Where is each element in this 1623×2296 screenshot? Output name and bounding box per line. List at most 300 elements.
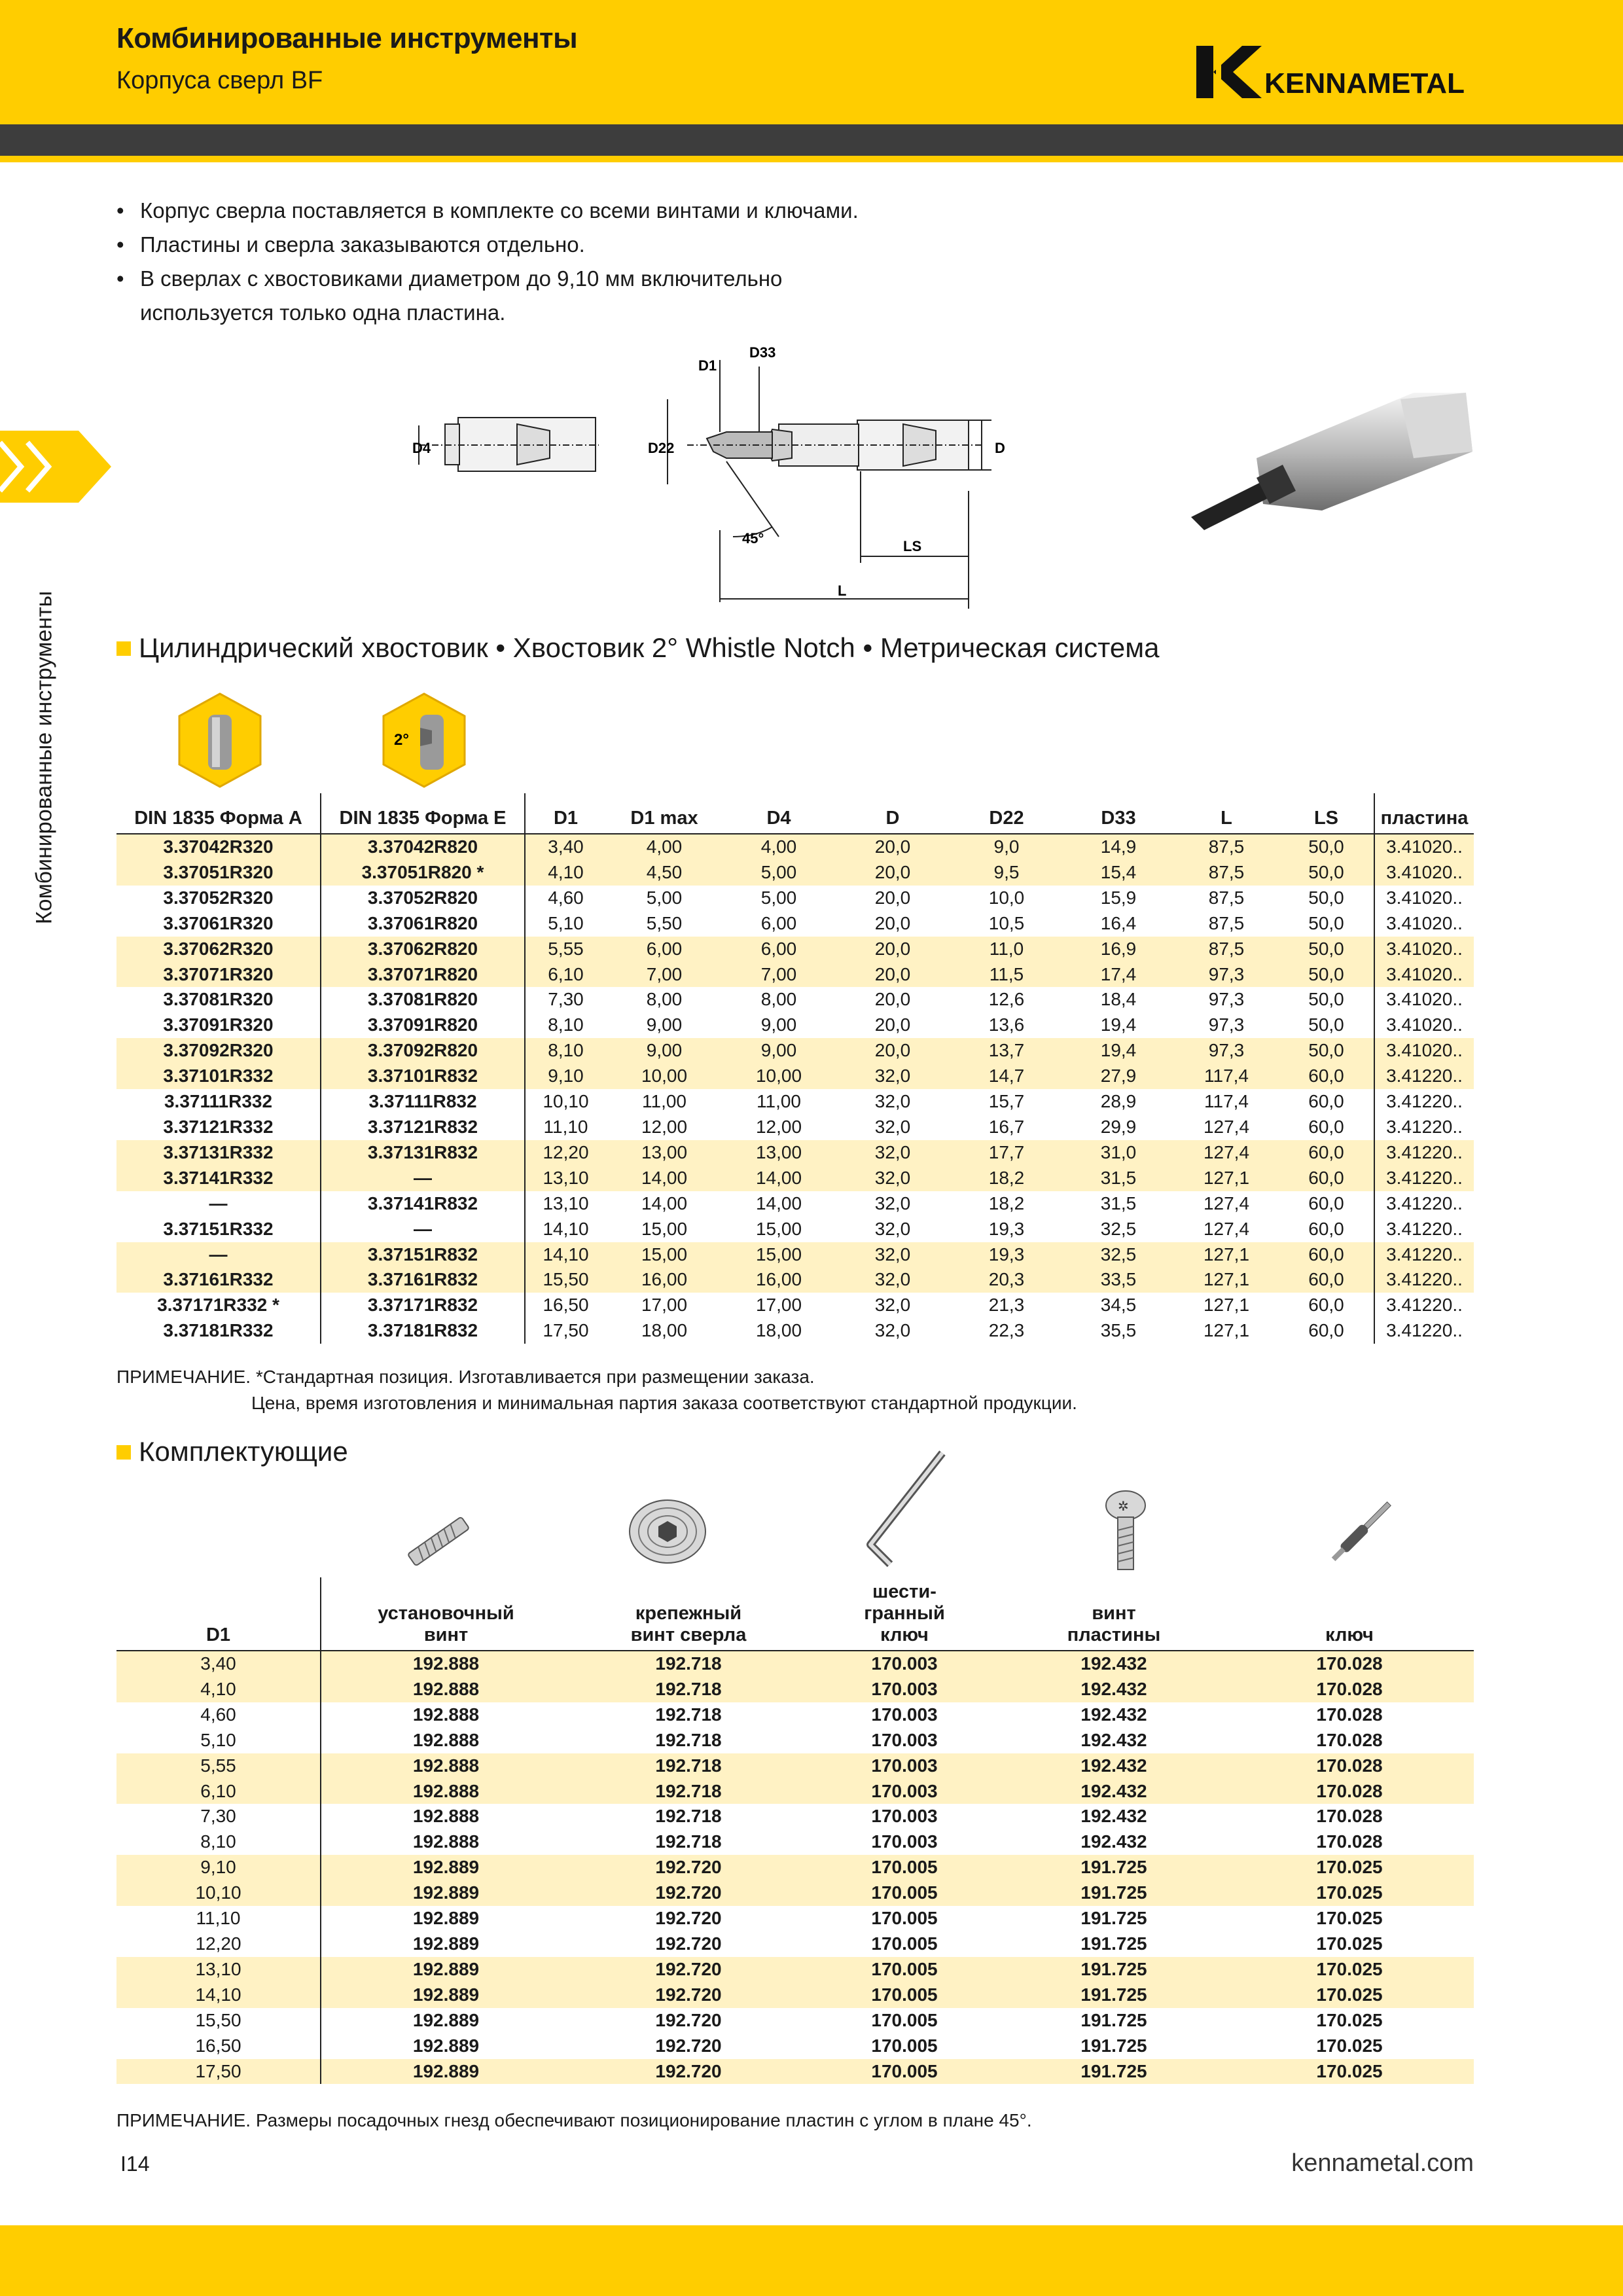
- part-number-cell: 192.888: [321, 1829, 571, 1855]
- part-number-cell: —: [116, 1242, 321, 1268]
- value-cell: 97,3: [1174, 1038, 1279, 1064]
- part-number-cell: 192.432: [1080, 1831, 1147, 1852]
- value-cell: 27,9: [1063, 1064, 1174, 1089]
- part-number-cell: 170.003: [871, 1831, 938, 1852]
- website-link[interactable]: kennametal.com: [1291, 2149, 1474, 2177]
- table-row: [116, 1982, 1474, 2008]
- value-cell: 21,3: [988, 1295, 1025, 1316]
- d1-cell: 14,10: [116, 1982, 321, 2008]
- table-row: [116, 1089, 1474, 1115]
- part-number-cell: 170.005: [871, 2035, 938, 2056]
- part-number-cell: 192.718: [571, 1753, 806, 1779]
- value-cell: 5,00: [646, 887, 683, 908]
- table-row: [116, 1753, 1474, 1779]
- part-number-cell: 170.003: [806, 1753, 1003, 1779]
- table-row: [116, 1702, 1474, 1728]
- part-number-cell: 192.720: [571, 1855, 806, 1880]
- value-cell: 6,00: [606, 937, 722, 962]
- value-cell: 60,0: [1279, 1242, 1374, 1268]
- value-cell: 31,0: [1063, 1140, 1174, 1166]
- part-number-cell: 191.725: [1003, 2059, 1225, 2085]
- value-cell: 15,7: [988, 1091, 1025, 1112]
- value-cell: 117,4: [1204, 1091, 1249, 1112]
- label-d4: D4: [412, 440, 431, 456]
- value-cell: 3.41020..: [1374, 962, 1474, 988]
- table-row: [116, 1779, 1474, 1804]
- col-header: L: [1221, 808, 1232, 829]
- part-number-cell: 170.003: [806, 1651, 1003, 1677]
- value-cell: 31,5: [1063, 1166, 1174, 1191]
- table-row: [116, 2034, 1474, 2059]
- value-cell: 32,0: [874, 1320, 911, 1341]
- value-cell: 9,00: [606, 1038, 722, 1064]
- table-row: [116, 1115, 1474, 1140]
- value-cell: 50,0: [1279, 834, 1374, 860]
- part-number-cell: 170.005: [871, 1933, 938, 1954]
- value-cell: 127,1: [1174, 1267, 1279, 1293]
- intro-bullets: [116, 194, 859, 330]
- value-cell: 50,0: [1279, 860, 1374, 886]
- table-row: [116, 1728, 1474, 1753]
- d1-cell: 10,10: [116, 1880, 321, 1906]
- set-screw-icon: [393, 1505, 484, 1577]
- part-number-cell: 192.888: [321, 1804, 571, 1829]
- part-number-cell: 192.888: [321, 1728, 571, 1753]
- part-number-cell: 192.888: [321, 1779, 571, 1804]
- part-number-cell: 192.888: [321, 1753, 571, 1779]
- side-tab-label: Комбинированные инструменты: [31, 590, 57, 925]
- part-number-cell: 192.718: [571, 1677, 806, 1702]
- table-row: [116, 987, 1474, 1013]
- part-number-cell: 191.725: [1003, 1855, 1225, 1880]
- table-row: [116, 834, 1474, 860]
- d1-cell: 15,50: [195, 2009, 241, 2030]
- value-cell: 3.41220..: [1374, 1293, 1474, 1318]
- part-number-cell: 170.028: [1225, 1651, 1474, 1677]
- part-number-cell: 3.37141R332: [116, 1166, 321, 1191]
- d1-cell: 6,10: [116, 1779, 321, 1804]
- table-row: [116, 1038, 1474, 1064]
- value-cell: 5,50: [646, 912, 683, 933]
- value-cell: 19,3: [950, 1242, 1063, 1268]
- part-number-cell: 191.725: [1003, 1957, 1225, 1982]
- part-number-cell: —: [321, 1166, 525, 1191]
- value-cell: 9,00: [760, 1014, 797, 1035]
- value-cell: 3.41220..: [1374, 1166, 1474, 1191]
- value-cell: 17,7: [950, 1140, 1063, 1166]
- value-cell: 127,4: [1174, 1140, 1279, 1166]
- value-cell: 50,0: [1279, 937, 1374, 962]
- col-header: D22: [989, 808, 1024, 829]
- value-cell: 6,10: [525, 962, 606, 988]
- value-cell: 3.41020..: [1374, 937, 1474, 962]
- value-cell: 60,0: [1308, 1091, 1344, 1112]
- part-number-cell: 192.720: [655, 1908, 722, 1929]
- part-number-cell: 3.37111R832: [321, 1089, 525, 1115]
- header-yellow-line: [0, 156, 1623, 162]
- part-number-cell: 3.37051R320: [116, 860, 321, 886]
- part-number-cell: 3.37081R820: [321, 987, 525, 1013]
- whistle-notch-shank-icon: [380, 691, 469, 789]
- value-cell: 127,1: [1174, 1242, 1279, 1268]
- value-cell: 9,00: [722, 1038, 835, 1064]
- value-cell: 11,00: [757, 1091, 801, 1112]
- value-cell: 16,00: [606, 1267, 722, 1293]
- value-cell: 4,50: [606, 860, 722, 886]
- value-cell: 35,5: [1100, 1320, 1137, 1341]
- cylindrical-shank-icon: [175, 691, 264, 789]
- value-cell: 50,0: [1308, 989, 1344, 1010]
- value-cell: 87,5: [1208, 912, 1245, 933]
- page-subtitle: Корпуса сверл BF: [116, 67, 323, 94]
- part-number-cell: 191.725: [1080, 2035, 1147, 2056]
- part-number-cell: 192.720: [571, 1957, 806, 1982]
- bullet-item: • Корпус сверла поставляется в комплекте со всеми винтами и ключами.: [116, 198, 859, 223]
- part-number-cell: 3.37161R832: [321, 1267, 525, 1293]
- part-number-cell: 192.720: [571, 1982, 806, 2008]
- d1-cell: 5,55: [116, 1753, 321, 1779]
- part-number-cell: 3.37101R832: [321, 1064, 525, 1089]
- value-cell: 7,30: [525, 987, 606, 1013]
- value-cell: 3.41220..: [1374, 1318, 1474, 1344]
- part-number-cell: 192.720: [655, 2035, 722, 2056]
- value-cell: 4,10: [525, 860, 606, 886]
- technical-drawing: [380, 340, 1086, 615]
- value-cell: 32,0: [874, 1116, 911, 1137]
- value-cell: 13,10: [525, 1166, 606, 1191]
- value-cell: 50,0: [1279, 962, 1374, 988]
- value-cell: 8,10: [525, 1013, 606, 1038]
- part-number-cell: 192.718: [655, 1729, 722, 1750]
- value-cell: 10,00: [722, 1064, 835, 1089]
- value-cell: 19,4: [1063, 1038, 1174, 1064]
- col-header-d1: D1: [205, 1624, 231, 1645]
- part-number-cell: 192.432: [1080, 1704, 1147, 1725]
- kennametal-logo: [1196, 43, 1471, 101]
- part-number-cell: 192.889: [321, 1855, 571, 1880]
- value-cell: 15,9: [1100, 887, 1137, 908]
- value-cell: 20,0: [874, 1014, 911, 1035]
- value-cell: 50,0: [1279, 1038, 1374, 1064]
- bullet-item: • Пластины и сверла заказываются отдельно.: [116, 232, 585, 257]
- col-header: D1: [525, 793, 606, 834]
- value-cell: 12,00: [755, 1116, 802, 1137]
- part-number-cell: 192.888: [321, 1702, 571, 1728]
- value-cell: 10,0: [988, 887, 1025, 908]
- table-row: [116, 1166, 1474, 1191]
- page-title: Комбинированные инструменты: [116, 22, 578, 54]
- value-cell: 3.41220..: [1374, 1064, 1474, 1089]
- value-cell: 60,0: [1279, 1064, 1374, 1089]
- part-number-cell: 3.37062R820: [321, 937, 525, 962]
- value-cell: 11,00: [642, 1091, 687, 1112]
- value-cell: 3.41020..: [1374, 987, 1474, 1013]
- label-angle: 45°: [742, 530, 764, 547]
- value-cell: 3.41220..: [1374, 1140, 1474, 1166]
- col-header: D4: [766, 808, 791, 829]
- part-number-cell: 3.37092R320: [116, 1038, 321, 1064]
- value-cell: 15,00: [641, 1218, 688, 1239]
- part-number-cell: 192.720: [655, 1933, 722, 1954]
- part-number-cell: 3.37131R332: [116, 1140, 321, 1166]
- value-cell: 87,5: [1174, 834, 1279, 860]
- part-number-cell: 3.37052R820: [321, 886, 525, 911]
- brand-text: KENNAMETAL: [1264, 67, 1465, 99]
- value-cell: 17,00: [755, 1295, 802, 1316]
- d1-cell: 16,50: [195, 2035, 241, 2056]
- drill-body-photo: [1165, 380, 1479, 537]
- hex-key-icon: [844, 1446, 949, 1577]
- value-cell: 11,5: [950, 962, 1063, 988]
- value-cell: 10,5: [988, 912, 1025, 933]
- value-cell: 13,7: [950, 1038, 1063, 1064]
- d1-cell: 11,10: [196, 1908, 241, 1929]
- part-number-cell: 170.003: [871, 1704, 938, 1725]
- value-cell: 3.41220..: [1374, 1242, 1474, 1268]
- value-cell: 32,0: [874, 1091, 911, 1112]
- value-cell: 87,5: [1174, 937, 1279, 962]
- value-cell: 3.41220..: [1374, 1217, 1474, 1242]
- bullet-item-continuation: используется только одна пластина.: [140, 300, 506, 325]
- table-row: [116, 1906, 1474, 1931]
- table-1-note: ПРИМЕЧАНИЕ. *Стандартная позиция. Изготавливается при размещении заказа. Цена, время изготовления и минимальная партия заказа соответствуют стандартной продукции.: [116, 1367, 1077, 1413]
- part-number-cell: 192.888: [321, 1677, 571, 1702]
- value-cell: 5,10: [525, 911, 606, 937]
- value-cell: 15,00: [606, 1242, 722, 1268]
- value-cell: 14,00: [722, 1166, 835, 1191]
- part-number-cell: 3.37052R320: [163, 887, 274, 908]
- part-number-cell: 3.37061R320: [163, 912, 274, 933]
- value-cell: 14,00: [755, 1193, 802, 1213]
- table-row: [116, 1293, 1474, 1318]
- value-cell: 3.41020..: [1374, 1013, 1474, 1038]
- value-cell: 19,4: [1100, 1014, 1137, 1035]
- part-number-cell: 192.718: [571, 1779, 806, 1804]
- value-cell: 20,0: [835, 834, 950, 860]
- part-number-cell: 170.025: [1316, 2035, 1383, 2056]
- part-number-cell: 3.37181R832: [321, 1318, 525, 1344]
- value-cell: 18,00: [641, 1320, 688, 1341]
- d1-cell: 13,10: [116, 1957, 321, 1982]
- table-row: [116, 860, 1474, 886]
- part-number-cell: 170.005: [806, 2059, 1003, 2085]
- value-cell: 4,60: [525, 886, 606, 911]
- value-cell: 20,0: [835, 1038, 950, 1064]
- value-cell: 3.41220..: [1374, 1089, 1474, 1115]
- value-cell: 127,1: [1203, 1320, 1250, 1341]
- value-cell: 50,0: [1308, 887, 1344, 908]
- value-cell: 20,0: [874, 887, 911, 908]
- value-cell: 50,0: [1308, 912, 1344, 933]
- col-header: пластина: [1374, 793, 1474, 834]
- part-number-cell: 170.005: [806, 1855, 1003, 1880]
- part-number-cell: 170.028: [1316, 1704, 1383, 1725]
- value-cell: 9,5: [950, 860, 1063, 886]
- part-number-cell: 170.025: [1225, 1855, 1474, 1880]
- table-header-row: [116, 793, 1474, 834]
- part-number-cell: 192.889: [321, 2008, 571, 2034]
- table-row: [116, 1267, 1474, 1293]
- value-cell: 34,5: [1100, 1295, 1137, 1316]
- table-row: [116, 1013, 1474, 1038]
- table-row: [116, 1804, 1474, 1829]
- value-cell: 16,9: [1063, 937, 1174, 962]
- key-screwdriver-icon: [1315, 1486, 1407, 1577]
- table-2-note: ПРИМЕЧАНИЕ. Размеры посадочных гнезд обеспечивают позиционирование пластин с углом в плане 45°.: [116, 2110, 1032, 2130]
- value-cell: 13,00: [722, 1140, 835, 1166]
- part-number-cell: 3.37181R332: [163, 1320, 274, 1341]
- d1-cell: 9,10: [116, 1855, 321, 1880]
- value-cell: 28,9: [1100, 1091, 1137, 1112]
- value-cell: 4,00: [606, 834, 722, 860]
- col-header: DIN 1835 Форма E: [321, 793, 525, 834]
- part-number-cell: 191.725: [1080, 1933, 1147, 1954]
- header-dark-bar: [0, 124, 1623, 156]
- part-number-cell: 192.889: [321, 1931, 571, 1957]
- part-number-cell: 3.37071R320: [116, 962, 321, 988]
- part-number-cell: 3.37091R820: [321, 1013, 525, 1038]
- part-number-cell: 170.003: [806, 1779, 1003, 1804]
- value-cell: 32,0: [874, 1193, 911, 1213]
- value-cell: 14,00: [606, 1166, 722, 1191]
- value-cell: 20,3: [950, 1267, 1063, 1293]
- value-cell: 3.41020..: [1374, 911, 1474, 937]
- value-cell: 15,4: [1063, 860, 1174, 886]
- col-header: D33: [1101, 808, 1136, 829]
- table-row: [116, 1140, 1474, 1166]
- value-cell: 60,0: [1308, 1116, 1344, 1137]
- part-number-cell: 192.889: [321, 1880, 571, 1906]
- value-cell: 5,00: [722, 860, 835, 886]
- value-cell: 16,00: [722, 1267, 835, 1293]
- part-number-cell: 170.005: [871, 1908, 938, 1929]
- value-cell: 20,0: [874, 912, 911, 933]
- part-number-cell: 192.888: [321, 1651, 571, 1677]
- value-cell: 117,4: [1174, 1064, 1279, 1089]
- value-cell: 87,5: [1174, 860, 1279, 886]
- value-cell: 9,10: [525, 1064, 606, 1089]
- svg-text:2°: 2°: [394, 731, 409, 749]
- value-cell: 11,10: [525, 1115, 606, 1140]
- label-d33: D33: [749, 344, 776, 361]
- value-cell: 33,5: [1063, 1267, 1174, 1293]
- value-cell: 50,0: [1308, 1014, 1344, 1035]
- part-number-cell: 191.725: [1080, 1908, 1147, 1929]
- part-number-cell: 170.025: [1225, 2059, 1474, 2085]
- value-cell: 15,50: [525, 1267, 606, 1293]
- label-l: L: [838, 583, 847, 599]
- d1-cell: 5,10: [200, 1729, 236, 1750]
- value-cell: 32,0: [874, 1295, 911, 1316]
- col-header: D1 max: [630, 808, 698, 829]
- col-header: D: [885, 808, 900, 829]
- d1-cell: 8,10: [200, 1831, 236, 1852]
- value-cell: 4,00: [722, 834, 835, 860]
- value-cell: 60,0: [1308, 1320, 1344, 1341]
- part-number-cell: 3.37071R820: [321, 962, 525, 988]
- col-header-insert-screw: винт пластины: [1067, 1603, 1161, 1645]
- value-cell: 22,3: [988, 1320, 1025, 1341]
- part-number-cell: 192.432: [1003, 1677, 1225, 1702]
- value-cell: 16,50: [525, 1293, 606, 1318]
- value-cell: 18,2: [988, 1193, 1025, 1213]
- part-number-cell: 3.37042R320: [116, 834, 321, 860]
- table-row: [116, 1318, 1474, 1344]
- value-cell: 60,0: [1308, 1193, 1344, 1213]
- part-number-cell: 3.37081R320: [163, 989, 274, 1010]
- part-number-cell: 3.37151R332: [163, 1218, 274, 1239]
- value-cell: 32,0: [835, 1064, 950, 1089]
- part-number-cell: 192.889: [321, 1957, 571, 1982]
- value-cell: 13,10: [525, 1191, 606, 1217]
- part-number-cell: 192.720: [571, 1880, 806, 1906]
- value-cell: 6,00: [722, 937, 835, 962]
- part-number-cell: 192.720: [655, 2009, 722, 2030]
- value-cell: 127,4: [1203, 1218, 1250, 1239]
- part-number-cell: 192.718: [571, 1651, 806, 1677]
- table-row: [116, 1855, 1474, 1880]
- part-number-cell: 3.37062R320: [116, 937, 321, 962]
- table-row: [116, 886, 1474, 911]
- table-row: [116, 1217, 1474, 1242]
- part-number-cell: 3.37121R332: [163, 1116, 274, 1137]
- value-cell: 17,4: [1063, 962, 1174, 988]
- side-tab-arrow-icon: [0, 431, 111, 503]
- bullet-item: • В сверлах с хвостовиками диаметром до 9,10 мм включительно: [116, 266, 783, 291]
- value-cell: 7,00: [722, 962, 835, 988]
- d1-cell: 17,50: [116, 2059, 321, 2085]
- part-number-cell: 170.028: [1316, 1806, 1383, 1827]
- table-row: [116, 1931, 1474, 1957]
- value-cell: 32,5: [1100, 1218, 1137, 1239]
- value-cell: 127,1: [1174, 1166, 1279, 1191]
- part-number-cell: 192.432: [1003, 1651, 1225, 1677]
- value-cell: 127,1: [1203, 1295, 1250, 1316]
- col-header-hex-key: шести- гранный ключ: [864, 1581, 945, 1645]
- value-cell: 127,4: [1203, 1193, 1250, 1213]
- part-number-cell: 192.432: [1003, 1753, 1225, 1779]
- value-cell: 5,55: [525, 937, 606, 962]
- part-number-cell: 3.37042R820: [321, 834, 525, 860]
- value-cell: 31,5: [1100, 1193, 1137, 1213]
- table-row: [116, 911, 1474, 937]
- value-cell: 8,00: [760, 989, 797, 1010]
- value-cell: 17,00: [641, 1295, 688, 1316]
- col-header: LS: [1313, 808, 1339, 829]
- clamp-screw-icon: [622, 1492, 713, 1571]
- part-number-cell: —: [321, 1217, 525, 1242]
- value-cell: 14,00: [641, 1193, 688, 1213]
- d1-cell: 4,10: [116, 1677, 321, 1702]
- part-number-cell: 170.003: [871, 1729, 938, 1750]
- value-cell: 16,7: [988, 1116, 1025, 1137]
- value-cell: 3.41020..: [1374, 834, 1474, 860]
- part-number-cell: 192.889: [321, 2034, 571, 2059]
- value-cell: 16,4: [1100, 912, 1137, 933]
- accessories-table: [116, 1577, 1474, 2084]
- part-number-cell: 191.725: [1003, 1880, 1225, 1906]
- value-cell: 3.41220..: [1374, 1267, 1474, 1293]
- value-cell: 14,9: [1063, 834, 1174, 860]
- part-number-cell: 3.37171R832: [321, 1293, 525, 1318]
- d1-cell: 3,40: [116, 1651, 321, 1677]
- part-number-cell: 192.718: [655, 1704, 722, 1725]
- part-number-cell: 3.37171R332 *: [157, 1295, 279, 1316]
- part-number-cell: 3.37092R820: [321, 1038, 525, 1064]
- col-header-clamp-screw: крепежный винт сверла: [630, 1603, 747, 1645]
- value-cell: 9,00: [646, 1014, 683, 1035]
- d1-cell: 4,60: [200, 1704, 236, 1725]
